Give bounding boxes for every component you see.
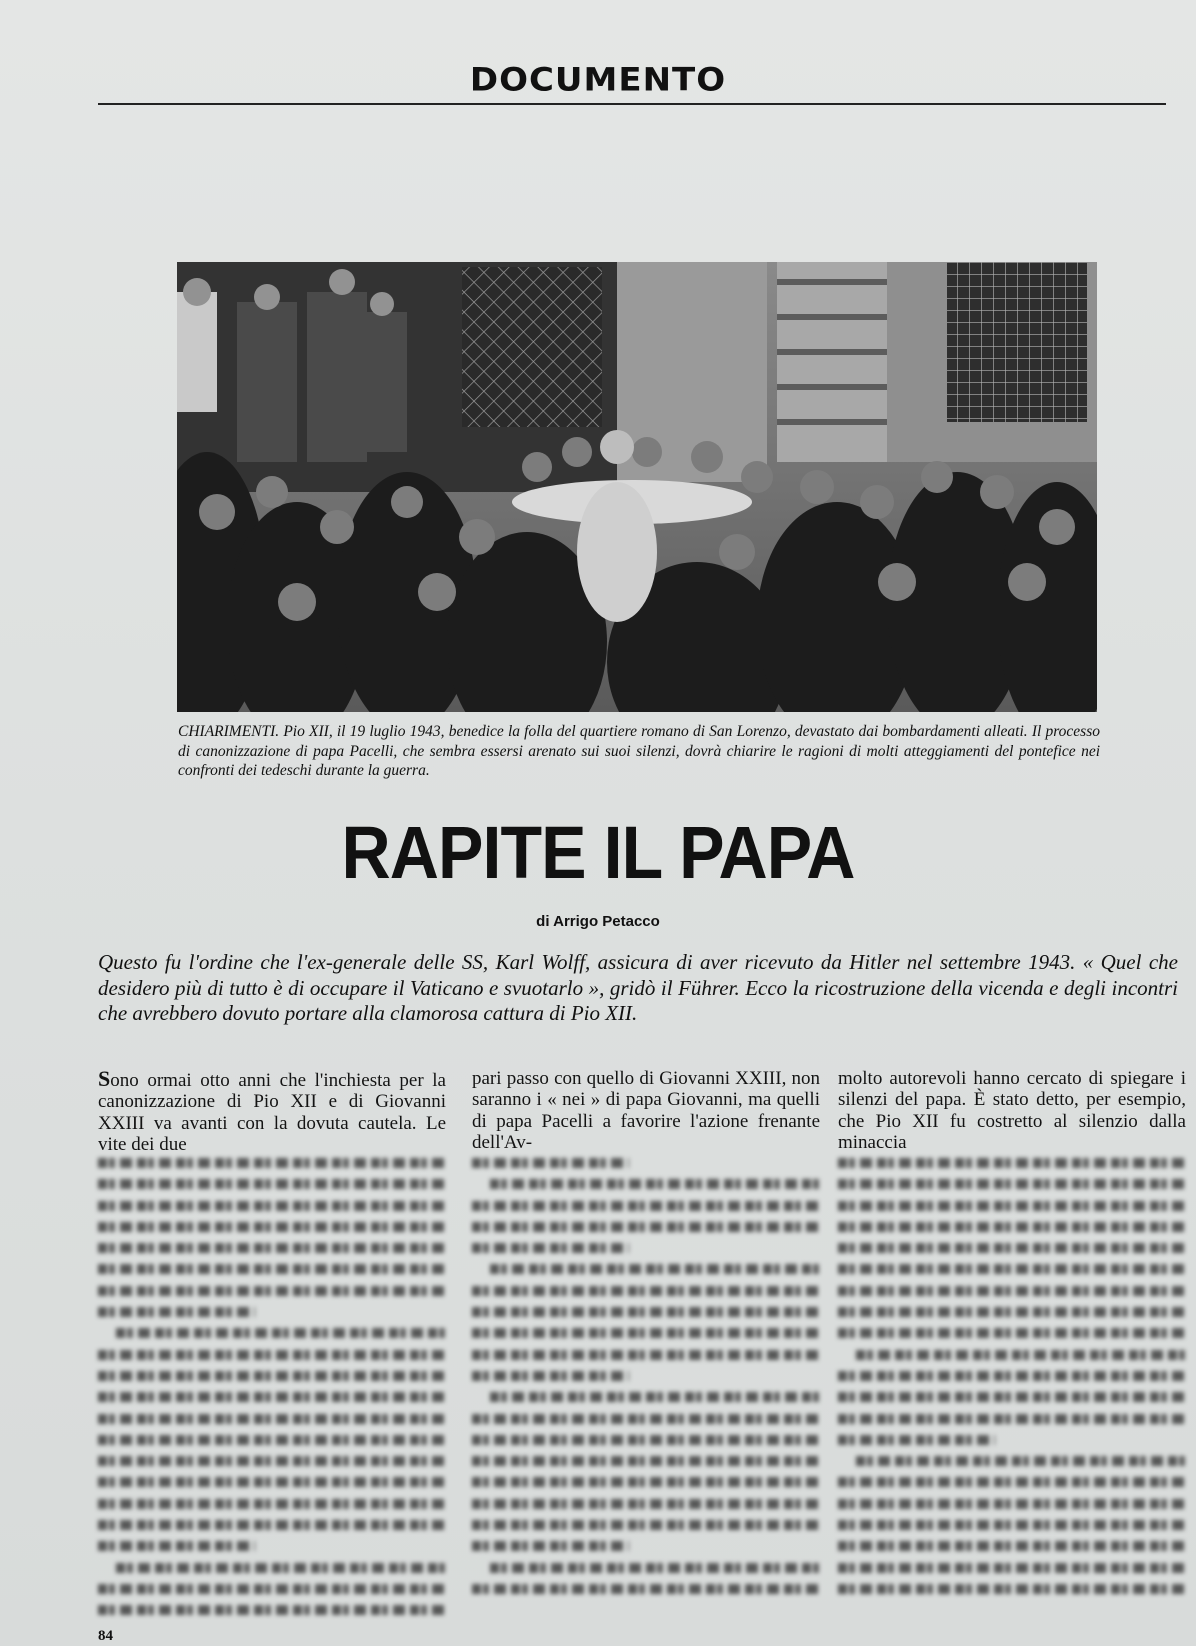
column-1-obscured-text xyxy=(98,1158,446,1627)
photo-caption xyxy=(178,722,1100,781)
column-1-text xyxy=(98,1068,446,1155)
column-3-body: molto autorevoli hanno cercato di spiegare i silenzi del papa. È stato detto, per esempio, che Pio XII fu costretto al silenzio dalla minaccia xyxy=(838,1068,1186,1153)
crowd-photo-illustration xyxy=(177,262,1097,712)
article-column-2 xyxy=(472,1068,820,1153)
drop-cap: S xyxy=(98,1066,111,1091)
article-headline: RAPITE IL PAPA xyxy=(341,811,855,894)
column-1-body: ono ormai otto anni che l'inchiesta per la canonizzazione di Pio XII e di Giovanni XXIII va avanti con la dovuta cautela. Le vite dei due xyxy=(98,1070,446,1155)
caption-text: Pio XII, il 19 luglio 1943, benedice la folla del quartiere romano di San Lorenzo, devastato dai bombardamenti alleati. Il processo di canonizzazione di papa Pacelli, che sembra essersi arenato sui suoi silenzi, dovrà chiarire le ragioni di molti atteggiamenti del pontefice nei confronti dei tedeschi durante la guerra. xyxy=(178,723,1100,779)
article-intro: Questo fu l'ordine che l'ex-generale delle SS, Karl Wolff, assicura di aver ricevuto da Hitler nel settembre 1943. « Quel che desidero più di tutto è di occupare il Vaticano e svuotarlo », gridò il Führer. Ecco la ricostruzione della vicenda e degli incontri che avrebbero dovuto portare alla clamorosa cattura di Pio XII. xyxy=(98,950,1178,1025)
article-column-3 xyxy=(838,1068,1186,1153)
page-number: 84 xyxy=(98,1628,113,1644)
article-column-1 xyxy=(98,1068,446,1155)
column-3-obscured-text xyxy=(838,1158,1186,1605)
article-byline: di Arrigo Petacco xyxy=(536,913,660,930)
caption-lead: CHIARIMENTI. xyxy=(178,723,280,740)
column-2-obscured-text xyxy=(472,1158,820,1605)
header-rule xyxy=(98,103,1166,105)
article-photo xyxy=(177,262,1097,712)
column-2-body: pari passo con quello di Giovanni XXIII, non saranno i « nei » di papa Giovanni, ma quelli di papa Pacelli a favorire l'azione frenante dell'Av- xyxy=(472,1068,820,1153)
section-label: DOCUMENTO xyxy=(469,61,727,99)
